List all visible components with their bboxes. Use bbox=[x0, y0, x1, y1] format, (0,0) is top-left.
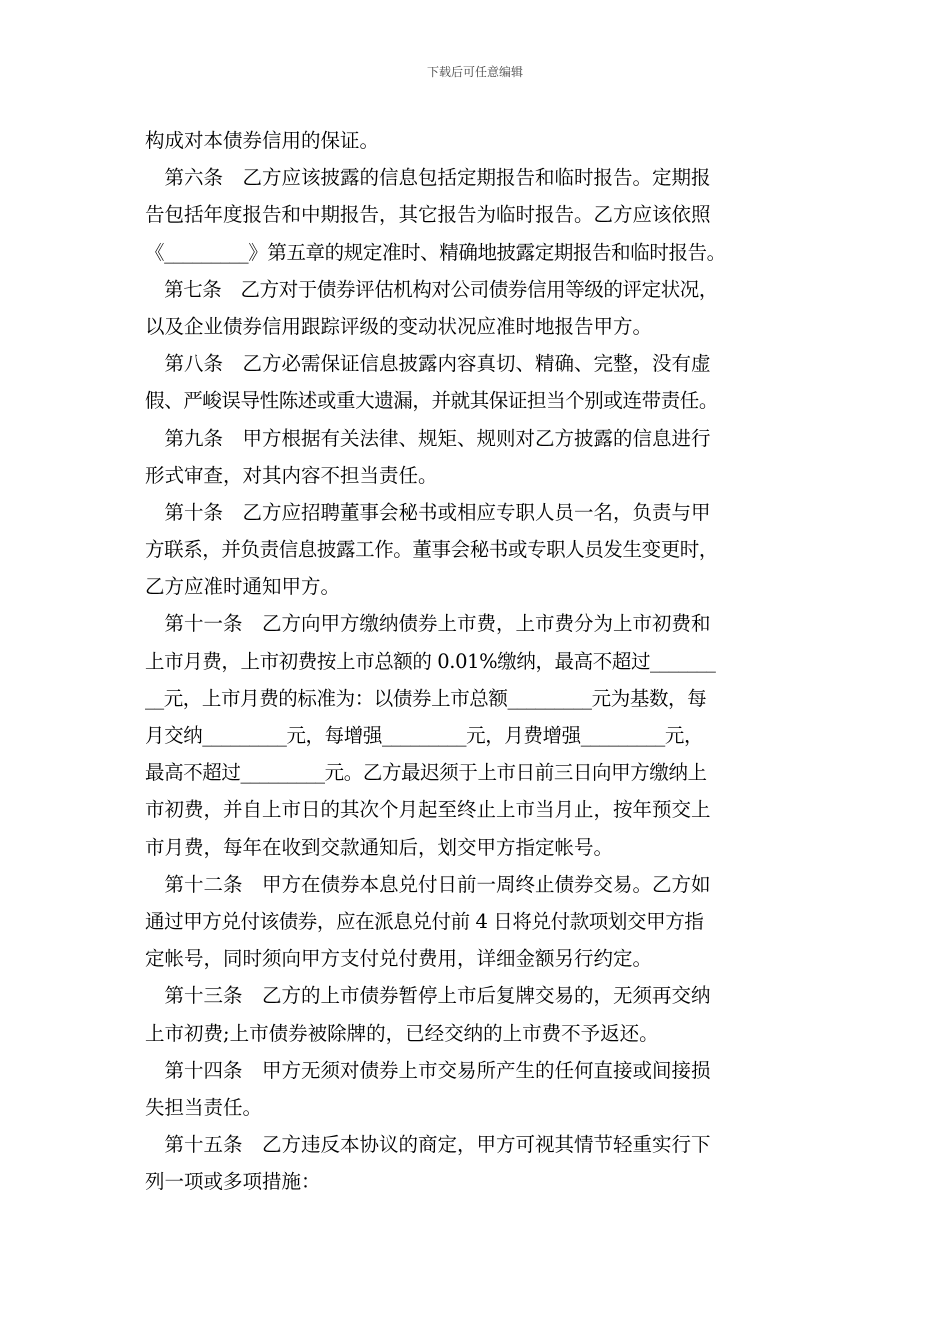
text-line: 构成对本债券信用的保证。 bbox=[145, 129, 380, 152]
text-line: __元，上市月费的标准为：以债券上市总额_________元为基数，每 bbox=[145, 686, 707, 710]
article-11-line: 第十一条 乙方向甲方缴纳债券上市费，上市费分为上市初费和 bbox=[145, 612, 711, 636]
article-6-line: 第六条 乙方应该披露的信息包括定期报告和临时报告。定期报 bbox=[145, 166, 711, 190]
article-10-line: 第十条 乙方应招聘董事会秘书或相应专职人员一名，负责与甲 bbox=[145, 500, 711, 524]
article-9-line: 第九条 甲方根据有关法律、规矩、规则对乙方披露的信息进行 bbox=[145, 426, 711, 450]
text-line: 形式审查，对其内容不担当责任。 bbox=[145, 463, 438, 487]
article-13-line: 第十三条 乙方的上市债券暂停上市后复牌交易的，无须再交纳 bbox=[145, 984, 711, 1008]
text-line: 列一项或多项措施： bbox=[145, 1170, 321, 1194]
text-line: 乙方应准时通知甲方。 bbox=[145, 575, 341, 599]
text-line: 方联系，并负责信息披露工作。董事会秘书或专职人员发生变更时， bbox=[145, 538, 719, 562]
text-line: 假、严峻误导性陈述或重大遗漏，并就其保证担当个别或连带责任。 bbox=[145, 389, 719, 413]
text-line: 最高不超过_________元。乙方最迟须于上市日前三日向甲方缴纳上 bbox=[145, 761, 707, 785]
page-header-note: 下载后可任意编辑 bbox=[426, 65, 523, 79]
text-line: 失担当责任。 bbox=[145, 1095, 263, 1119]
article-8-line: 第八条 乙方必需保证信息披露内容真切、精确、完整，没有虚 bbox=[145, 352, 711, 376]
text-line: 市月费，每年在收到交款通知后，划交甲方指定帐号。 bbox=[145, 835, 614, 859]
text-line: 《_________》第五章的规定准时、精确地披露定期报告和临时报告。 bbox=[145, 240, 726, 264]
text-line: 上市月费，上市初费按上市总额的 0.01%缴纳，最高不超过_______ bbox=[145, 649, 716, 673]
article-12-line: 第十二条 甲方在债券本息兑付日前一周终止债券交易。乙方如 bbox=[145, 872, 711, 896]
text-line: 市初费，并自上市日的其次个月起至终止上市当月止，按年预交上 bbox=[145, 798, 711, 822]
text-line: 月交纳_________元，每增强_________元，月费增强_________元， bbox=[145, 724, 704, 747]
text-line: 上市初费;上市债券被除牌的，已经交纳的上市费不予返还。 bbox=[145, 1021, 659, 1045]
text-line: 以及企业债券信用跟踪评级的变动状况应准时地报告甲方。 bbox=[145, 314, 653, 338]
article-7-line: 第七条 乙方对于债券评估机构对公司债券信用等级的评定状况， bbox=[145, 277, 719, 301]
text-line: 定帐号，同时须向甲方支付兑付费用，详细金额另行约定。 bbox=[145, 947, 653, 971]
text-line: 通过甲方兑付该债券，应在派息兑付前 4 日将兑付款项划交甲方指 bbox=[145, 909, 704, 933]
text-line: 告包括年度报告和中期报告，其它报告为临时报告。乙方应该依照 bbox=[145, 203, 711, 227]
article-15-line: 第十五条 乙方违反本协议的商定，甲方可视其情节轻重实行下 bbox=[145, 1133, 711, 1157]
article-14-line: 第十四条 甲方无须对债券上市交易所产生的任何直接或间接损 bbox=[145, 1058, 711, 1082]
document-body bbox=[145, 122, 809, 1200]
